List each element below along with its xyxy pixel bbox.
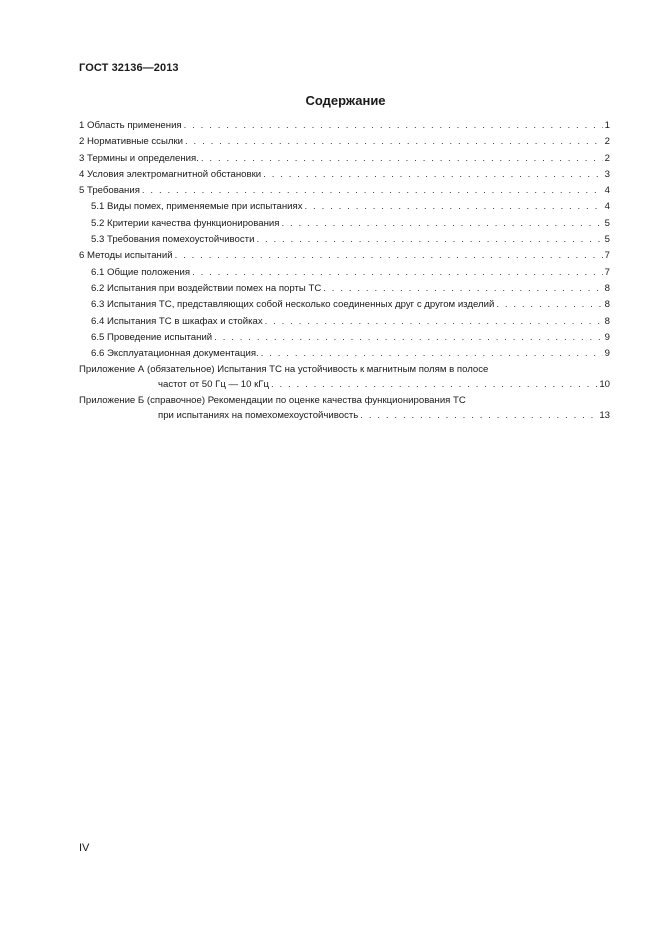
toc-entry-label: 6.5 Проведение испытаний <box>91 331 213 343</box>
toc-entry[interactable] <box>79 153 610 169</box>
toc-subentry[interactable] <box>79 267 610 283</box>
toc-entry-label: 5.2 Критерии качества функционирования <box>91 217 280 229</box>
toc-leader-dots <box>271 379 597 390</box>
toc-entry-label: 3 Термины и определения. <box>79 152 199 164</box>
page-number: IV <box>79 842 90 854</box>
toc-leader-dots <box>214 332 602 343</box>
toc-leader-dots <box>281 218 602 229</box>
toc-subentry[interactable] <box>79 348 610 364</box>
toc-entry-label: 6.1 Общие положения <box>91 266 191 278</box>
toc-entry-page: 7 <box>604 266 610 278</box>
toc-subentry[interactable] <box>79 234 610 250</box>
toc-leader-dots <box>496 299 602 310</box>
toc-entry-page: 7 <box>604 250 610 262</box>
toc-leader-dots <box>360 410 597 421</box>
toc-entry-page: 4 <box>604 201 610 213</box>
toc-entry-page: 9 <box>604 331 610 343</box>
toc-entry-page: 8 <box>604 282 610 294</box>
toc-entry-label: 5 Требования <box>79 185 140 197</box>
toc-entry-page: 5 <box>604 234 610 246</box>
toc-entry[interactable] <box>79 250 610 266</box>
toc-leader-dots <box>201 153 603 164</box>
toc-subentry[interactable] <box>79 299 610 315</box>
appendix-continuation <box>79 379 610 395</box>
toc-entry-label: 6.3 Испытания ТС, представляющих собой несколько соединенных друг с другом изделий <box>91 299 495 311</box>
toc-entry-page: 1 <box>604 120 610 131</box>
toc-entry-label: 2 Нормативные ссылки <box>79 136 184 148</box>
toc-leader-dots <box>192 267 603 278</box>
toc-title <box>0 93 661 108</box>
toc-entry-page: 10 <box>599 379 610 391</box>
appendix-continuation <box>79 410 610 426</box>
toc-leader-dots <box>265 316 603 327</box>
document-code: ГОСТ 32136—2013 <box>79 62 179 74</box>
toc-entry-label: 1 Область применения <box>79 120 182 131</box>
toc-appendix-b[interactable] <box>79 395 610 426</box>
toc-entry-label: 6.4 Испытания ТС в шкафах и стойках <box>91 315 263 327</box>
toc-subentry[interactable] <box>79 283 610 299</box>
toc-entry-page: 8 <box>604 315 610 327</box>
toc-leader-dots <box>261 348 603 359</box>
toc-leader-dots <box>256 234 602 245</box>
toc-leader-dots <box>305 201 603 212</box>
toc-entry[interactable] <box>79 136 610 152</box>
toc-leader-dots <box>263 169 602 180</box>
toc-entry-label: 4 Условия электромагнитной обстановки <box>79 168 262 180</box>
toc-entry-page: 8 <box>604 299 610 311</box>
toc-entry-page: 2 <box>604 152 610 164</box>
appendix-title-line2: частот от 50 Гц — 10 кГц <box>158 379 269 391</box>
toc-subentry[interactable] <box>79 218 610 234</box>
toc-leader-dots <box>142 185 603 196</box>
toc-entry[interactable] <box>79 169 610 185</box>
toc-subentry[interactable] <box>79 332 610 348</box>
toc-entry-label: 5.3 Требования помехоустойчивости <box>91 234 255 246</box>
toc-entry-label: 6 Методы испытаний <box>79 250 173 262</box>
toc-entry-label: 6.6 Эксплуатационная документация. <box>91 348 259 360</box>
toc-leader-dots <box>323 283 602 294</box>
toc-entry[interactable] <box>79 120 610 136</box>
toc-entry-label: 6.2 Испытания при воздействии помех на порты ТС <box>91 282 322 294</box>
appendix-title-line: Приложение А (обязательное) Испытания ТС на устойчивость к магнитным полям в полосе <box>79 364 489 376</box>
toc-entry-label: 5.1 Виды помех, применяемые при испытаниях <box>91 201 303 213</box>
toc-appendix-a[interactable] <box>79 364 610 395</box>
toc-entry-page: 13 <box>599 410 610 422</box>
toc-leader-dots <box>175 250 603 261</box>
toc-entry-page: 3 <box>604 168 610 180</box>
toc-entry-page: 9 <box>604 348 610 360</box>
toc-title-text: Содержание <box>305 93 386 108</box>
toc-entry-page: 4 <box>604 185 610 197</box>
toc-entry[interactable] <box>79 185 610 201</box>
appendix-title-line2: при испытаниях на помехомехоустойчивость <box>158 410 359 422</box>
toc-entry-page: 5 <box>604 217 610 229</box>
toc-subentry[interactable] <box>79 316 610 332</box>
toc-entry-page: 2 <box>604 136 610 148</box>
toc-subentry[interactable] <box>79 201 610 217</box>
toc-leader-dots <box>184 120 603 131</box>
appendix-title-line: Приложение Б (справочное) Рекомендации по оценке качества функционирования ТС <box>79 395 466 407</box>
table-of-contents <box>79 120 610 426</box>
toc-leader-dots <box>185 136 603 147</box>
